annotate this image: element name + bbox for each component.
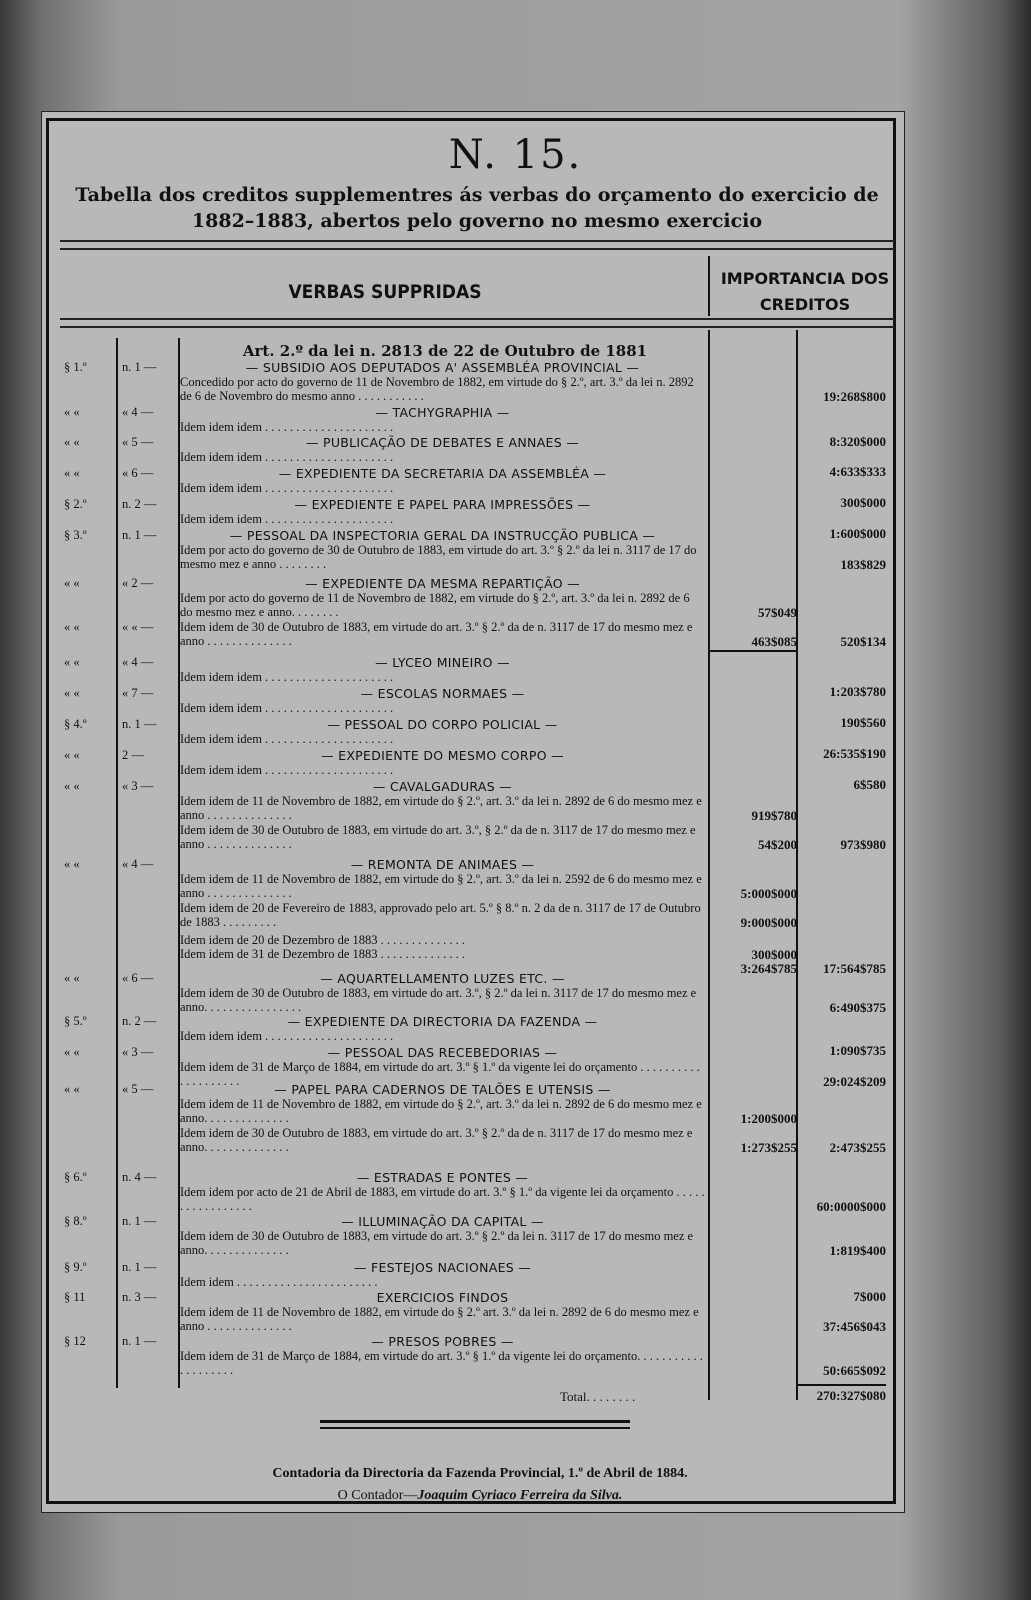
row-text: Idem idem de 30 de Outubro de 1883, em virtude do art. 3.º, § 2.º da lei n. 3117 de 17 do mesmo mez e anno. . . . . . . . . . . . . . . .: [180, 986, 697, 1014]
row-text: Idem idem idem . . . . . . . . . . . . . . . . . . . . .: [180, 670, 394, 684]
row-text: Idem idem por acto de 21 de Abril de 1883, em virtude do art. 3.º § 1.º da vigente lei da orçamento . . . . . . . . . . . . . . . . .: [180, 1185, 705, 1213]
row-number: « 4 —: [122, 655, 154, 669]
footer-signer-label: O Contador—: [337, 1488, 418, 1503]
row-amount: 8:320$000: [829, 434, 886, 449]
row-amount: 50:665$092: [823, 1363, 886, 1378]
row-section: « «: [64, 655, 80, 669]
row-number: « 4 —: [122, 405, 154, 419]
row-number: n. 2 —: [122, 1014, 157, 1028]
row-text: Idem idem de 30 de Outubro de 1883, em virtude do art. 3.º § 2.º da lei n. 3117 de 17 do mesmo mez e anno. . . . . . . . . . . . . .: [180, 1229, 694, 1257]
row-heading: — SUBSIDIO AOS DEPUTADOS A' ASSEMBLÉA PROVINCIAL —: [245, 360, 640, 375]
row-amount: 1:600$000: [829, 526, 886, 541]
row-text: Idem por acto do governo de 30 de Outubro de 1883, em virtude do art. 3.º § 2.º da lei n. 3117 de 17 do mesmo mez e anno . . . . . . . .: [180, 543, 697, 571]
row-heading: — PESSOAL DO CORPO POLICIAL —: [327, 717, 558, 732]
row-amount: 1:819$400: [829, 1243, 886, 1258]
row-amount: 17:564$785: [823, 961, 886, 976]
row-section: « «: [64, 857, 80, 871]
row-number: « 6 —: [122, 971, 154, 985]
article-heading: Art. 2.º da lei n. 2813 de 22 de Outubro de 1881: [242, 342, 648, 360]
row-heading: — EXPEDIENTE DA SECRETARIA DA ASSEMBLÉA —: [278, 466, 607, 481]
footer-place-date: Contadoria da Directoria da Fazenda Provincial, 1.º de Abril de 1884.: [272, 1466, 688, 1481]
col-line-sec: [116, 338, 118, 1388]
row-amount: 4:633$333: [829, 464, 886, 479]
row-heading: — ESCOLAS NORMAES —: [360, 686, 525, 701]
row-partial-amount: 1:273$255: [740, 1140, 797, 1155]
row-number: n. 1 —: [122, 360, 157, 374]
row-text: Idem idem de 11 de Novembro de 1882, em virtude do § 2.º, art. 3.º da lei n. 2892 de 6 do mesmo mez e anno. . . . . . . . . . . . . .: [180, 1097, 702, 1125]
row-partial-amount: 57$049: [758, 605, 797, 620]
row-amount: 2:473$255: [829, 1140, 886, 1155]
row-amount: 520$134: [840, 634, 886, 649]
column-header-importancia-line2: CREDITOS: [759, 295, 851, 314]
row-text: Idem idem idem . . . . . . . . . . . . . . . . . . . . .: [180, 512, 394, 526]
table-number: N. 15.: [448, 132, 583, 178]
row-amount: 19:268$800: [823, 389, 886, 404]
row-partial-amount: 3:264$785: [740, 961, 797, 976]
row-heading: — PRESOS POBRES —: [371, 1334, 514, 1349]
row-section: § 9.º: [64, 1260, 87, 1274]
row-heading: — EXPEDIENTE DA MESMA REPARTIÇÃO —: [305, 576, 580, 591]
row-text: Idem idem de 30 de Outubro de 1883, em virtude do art. 3.º § 2.º da de n. 3117 de 17 do mesmo mez e anno. . . . . . . . . . . . . .: [180, 1126, 693, 1154]
column-header-importancia-line1: IMPORTANCIA DOS: [720, 269, 890, 288]
row-number: n. 1 —: [122, 717, 157, 731]
row-heading: — ILLUMINAÇÃO DA CAPITAL —: [341, 1214, 544, 1229]
total-rule: [798, 1384, 886, 1386]
row-section: « «: [64, 1045, 80, 1059]
row-text: Idem idem idem . . . . . . . . . . . . . . . . . . . . .: [180, 732, 394, 746]
subtotal-rule-1: [710, 650, 796, 652]
table-description: Tabella dos creditos supplementres ás verbas do orçamento do exercicio de 1882–1883, abertos pelo governo no mesmo exercicio: [75, 184, 879, 232]
row-partial-amount: 5:000$000: [740, 886, 797, 901]
footer-signer-name: Joaquim Cyriaco Ferreira da Silva.: [417, 1488, 623, 1503]
header-rule-bottom: [60, 318, 895, 328]
row-number: n. 1 —: [122, 1260, 157, 1274]
row-text: Idem idem de 11 de Novembro de 1882, em virtude do § 2.º art. 3.º da lei n. 2892 de 6 do mesmo mez e anno . . . . . . . . . . . . . .: [180, 1305, 699, 1333]
row-text: Idem idem de 11 de Novembro de 1882, em virtude do § 2.º, art. 3.º da lei n. 2892 de 6 do mesmo mez e anno . . . . . . . . . . . . . .: [180, 794, 702, 822]
row-section: § 4.º: [64, 717, 87, 731]
row-amount: 1:203$780: [829, 684, 886, 699]
footer-signature: [160, 1488, 800, 1504]
row-heading: — PESSOAL DAS RECEBEDORIAS —: [327, 1045, 558, 1060]
row-partial-amount: 919$780: [751, 808, 797, 823]
row-section: § 6.º: [64, 1170, 87, 1184]
row-section: § 11: [64, 1290, 86, 1304]
header-divider: [708, 256, 710, 316]
row-section: « «: [64, 620, 80, 634]
row-section: « «: [64, 435, 80, 449]
row-amount: 6$580: [853, 777, 886, 792]
row-number: « 6 —: [122, 466, 154, 480]
row-section: « «: [64, 971, 80, 985]
column-header-importancia: [720, 262, 890, 322]
row-number: « 3 —: [122, 1045, 154, 1059]
row-number: n. 3 —: [122, 1290, 157, 1304]
row-section: « «: [64, 686, 80, 700]
row-section: § 5.º: [64, 1014, 87, 1028]
row-section: « «: [64, 1082, 80, 1096]
row-heading: — EXPEDIENTE DO MESMO CORPO —: [321, 748, 564, 763]
row-number: n. 2 —: [122, 497, 157, 511]
col-line-text: [708, 330, 710, 1400]
row-text: Idem idem de 20 de Fevereiro de 1883, approvado pelo art. 5.º § 8.º n. 2 da de n. 3117 de 17 de Outubro de 1883 . . . . . . . . .: [180, 901, 701, 929]
row-text: Idem idem de 30 de Outubro de 1883, em virtude do art. 3.º § 2.º da de n. 3117 de 17 do mesmo mez e anno . . . . . . . . . . . . . .: [180, 620, 693, 648]
row-heading: — EXPEDIENTE E PAPEL PARA IMPRESSÕES —: [294, 497, 591, 512]
row-heading: — PESSOAL DA INSPECTORIA GERAL DA INSTRUCÇÃO PUBLICA —: [229, 528, 656, 543]
row-amount: 183$829: [840, 557, 886, 572]
row-text: Concedido por acto do governo de 11 de Novembro de 1882, em virtude do § 2.º, art. 3.º da lei n. 2892 de 6 de Novembro do mesmo anno . . . . . . . . . . .: [180, 375, 694, 403]
row-text: Idem idem de 31 de Dezembro de 1883 . . . . . . . . . . . . . .: [180, 947, 466, 961]
row-text: Idem idem idem . . . . . . . . . . . . . . . . . . . . .: [180, 481, 394, 495]
row-number: « 5 —: [122, 1082, 154, 1096]
row-section: § 2.º: [64, 497, 87, 511]
footer-rule-2: [320, 1427, 630, 1429]
row-text: Idem por acto do governo de 11 de Novembro de 1882, em virtude do § 2.º, art. 3.º da lei n. 2892 de 6 do mesmo mez e anno. . . . . . . .: [180, 591, 690, 619]
row-amount: 1:090$735: [829, 1043, 886, 1058]
row-partial-amount: 54$200: [758, 837, 797, 852]
row-section: § 8.º: [64, 1214, 87, 1228]
row-heading: EXERCICIOS FINDOS: [376, 1290, 509, 1305]
total-label: Total. . . . . . . .: [560, 1389, 636, 1404]
row-number: « 7 —: [122, 686, 154, 700]
row-heading: — TACHYGRAPHIA —: [375, 405, 510, 420]
row-number: n. 4 —: [122, 1170, 157, 1184]
row-number: « 2 —: [122, 576, 154, 590]
row-number: 2 —: [122, 748, 144, 762]
row-number: « « —: [122, 620, 154, 634]
row-section: « «: [64, 779, 80, 793]
footer-rule-1: [320, 1420, 630, 1423]
row-heading: — LYCEO MINEIRO —: [375, 655, 510, 670]
row-number: « 3 —: [122, 779, 154, 793]
row-amount: 973$980: [840, 837, 886, 852]
row-partial-amount: 300$000: [751, 947, 797, 962]
row-heading: — PUBLICAÇÃO DE DEBATES E ANNAES —: [305, 435, 580, 450]
row-amount: 60:0000$000: [816, 1199, 886, 1214]
row-amount: 6:490$375: [829, 1000, 886, 1015]
row-text: Idem idem idem . . . . . . . . . . . . . . . . . . . . .: [180, 420, 394, 434]
row-heading: — REMONTA DE ANIMAES —: [350, 857, 535, 872]
row-amount: 7$000: [853, 1289, 886, 1304]
row-text: Idem idem . . . . . . . . . . . . . . . . . . . . . . .: [180, 1275, 378, 1289]
row-number: « 4 —: [122, 857, 154, 871]
row-number: « 5 —: [122, 435, 154, 449]
row-heading: — AQUARTELLAMENTO LUZES ETC. —: [320, 971, 565, 986]
row-section: « «: [64, 576, 80, 590]
row-text: Idem idem idem . . . . . . . . . . . . . . . . . . . . .: [180, 450, 394, 464]
row-amount: 300$000: [840, 495, 886, 510]
row-text: Idem idem idem . . . . . . . . . . . . . . . . . . . . .: [180, 763, 394, 777]
row-text: Idem idem de 20 de Dezembro de 1883 . . . . . . . . . . . . . .: [180, 933, 466, 947]
row-heading: — CAVALGADURAS —: [372, 779, 513, 794]
column-header-verbas: VERBAS SUPPRIDAS: [288, 281, 482, 303]
row-section: « «: [64, 405, 80, 419]
row-text: Idem idem de 11 de Novembro de 1882, em virtude do § 2.º, art. 3.º da lei n. 2592 de 6 do mesmo mez e anno . . . . . . . . . . . . . .: [180, 872, 702, 900]
row-section: « «: [64, 466, 80, 480]
col-line-sub: [796, 330, 798, 1400]
row-partial-amount: 1:200$000: [740, 1111, 797, 1126]
row-partial-amount: 9:000$000: [740, 915, 797, 930]
row-partial-amount: 463$085: [751, 634, 797, 649]
row-number: n. 1 —: [122, 1214, 157, 1228]
row-section: § 3.º: [64, 528, 87, 542]
total-value: 270:327$080: [816, 1388, 886, 1403]
row-section: § 1.º: [64, 360, 87, 374]
row-text: Idem idem idem . . . . . . . . . . . . . . . . . . . . .: [180, 701, 394, 715]
row-number: n. 1 —: [122, 528, 157, 542]
row-heading: — PAPEL PARA CADERNOS DE TALÕES E UTENSIS —: [274, 1082, 611, 1097]
row-heading: — EXPEDIENTE DA DIRECTORIA DA FAZENDA —: [287, 1014, 598, 1029]
row-heading: — ESTRADAS E PONTES —: [356, 1170, 529, 1185]
row-amount: 26:535$190: [823, 746, 886, 761]
row-text: Idem idem de 31 de Março de 1884, em virtude do art. 3.º § 1.º da vigente lei do orçamento. . . . . . . . . . . . . . . . . . . .: [180, 1349, 703, 1377]
row-text: Idem idem de 30 de Outubro de 1883, em virtude do art. 3.º, § 2.º da de n. 3117 de 17 do mesmo mez e anno . . . . . . . . . . . . . .: [180, 823, 696, 851]
row-amount: 29:024$209: [823, 1074, 886, 1089]
row-amount: 37:456$043: [823, 1319, 886, 1334]
row-section: « «: [64, 748, 80, 762]
row-number: n. 1 —: [122, 1334, 157, 1348]
header-rule-top: [60, 240, 895, 250]
row-heading: — FESTEJOS NACIONAES —: [353, 1260, 532, 1275]
row-text: Idem idem de 31 de Março de 1884, em virtude do art. 3.º § 1.º da vigente lei do orçamento . . . . . . . . . . . . . . . . . . . .: [180, 1060, 700, 1088]
row-amount: 190$560: [840, 715, 886, 730]
row-section: § 12: [64, 1334, 86, 1348]
row-text: Idem idem idem . . . . . . . . . . . . . . . . . . . . .: [180, 1029, 394, 1043]
